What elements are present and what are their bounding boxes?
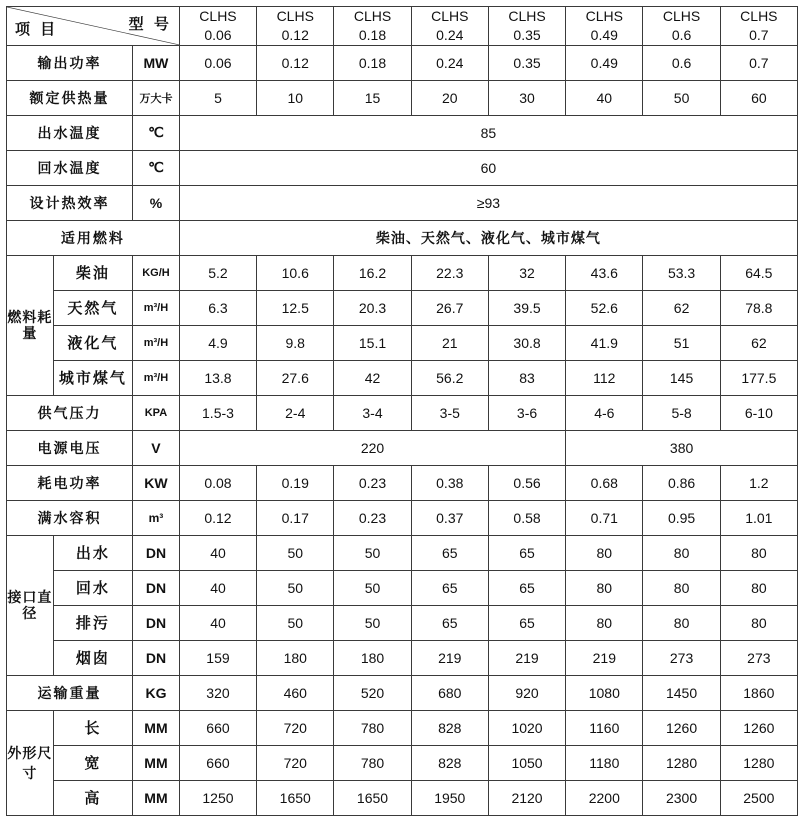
table-row-voltage <box>7 430 798 465</box>
cell-value: 273 <box>720 640 797 675</box>
cell-value: 0.58 <box>488 500 565 535</box>
cell-value: 1020 <box>488 710 565 745</box>
row-unit-city-gas: m³/H <box>133 360 180 395</box>
row-unit-return-temp: ℃ <box>133 150 180 185</box>
cell-value-merged: 柴油、天然气、液化气、城市煤气 <box>179 220 797 255</box>
model-header-2 <box>257 7 334 46</box>
cell-value: 1.01 <box>720 500 797 535</box>
cell-value: 56.2 <box>411 360 488 395</box>
row-label-city-gas: 城市煤气 <box>53 360 132 395</box>
cell-value: 42 <box>334 360 411 395</box>
cell-value: 145 <box>643 360 720 395</box>
table-row-return-temp <box>7 150 798 185</box>
cell-value: 0.7 <box>720 45 797 80</box>
cell-value: 20.3 <box>334 290 411 325</box>
row-label-water-volume: 满水容积 <box>7 500 133 535</box>
cell-value: 10.6 <box>257 255 334 290</box>
cell-value: 40 <box>566 80 643 115</box>
row-label-chimney: 烟囱 <box>53 640 132 675</box>
cell-value: 1650 <box>257 780 334 815</box>
cell-value: 720 <box>257 710 334 745</box>
cell-value: 0.08 <box>179 465 256 500</box>
model-header-5 <box>488 7 565 46</box>
cell-value: 53.3 <box>643 255 720 290</box>
cell-value: 180 <box>257 640 334 675</box>
row-label-transport-weight: 运输重量 <box>7 675 133 710</box>
cell-value: 26.7 <box>411 290 488 325</box>
row-label-voltage: 电源电压 <box>7 430 133 465</box>
table-row-width <box>7 745 798 780</box>
row-label-diesel: 柴油 <box>53 255 132 290</box>
row-unit-natural-gas: m³/H <box>133 290 180 325</box>
cell-value: 78.8 <box>720 290 797 325</box>
cell-value: 64.5 <box>720 255 797 290</box>
cell-value: 0.49 <box>566 45 643 80</box>
row-unit-outlet: DN <box>133 535 180 570</box>
table-row-water-volume <box>7 500 798 535</box>
cell-value: 80 <box>720 605 797 640</box>
cell-value: 9.8 <box>257 325 334 360</box>
table-row-diesel <box>7 255 798 290</box>
cell-value: 680 <box>411 675 488 710</box>
cell-value: 65 <box>411 535 488 570</box>
cell-value: 65 <box>488 605 565 640</box>
cell-value: 80 <box>566 605 643 640</box>
table-header-row <box>7 7 798 46</box>
cell-value: 0.23 <box>334 465 411 500</box>
cell-value: 2500 <box>720 780 797 815</box>
row-label-length: 长 <box>53 710 132 745</box>
cell-value: 1280 <box>720 745 797 780</box>
row-unit-outlet-temp: ℃ <box>133 115 180 150</box>
row-unit-rated-heat: 万大卡 <box>133 80 180 115</box>
cell-value: 320 <box>179 675 256 710</box>
cell-value: 80 <box>566 570 643 605</box>
cell-value: 27.6 <box>257 360 334 395</box>
row-group-label: 燃料耗量 <box>7 308 53 342</box>
cell-value: 65 <box>488 535 565 570</box>
cell-value: 1160 <box>566 710 643 745</box>
row-unit-width: MM <box>133 745 180 780</box>
cell-value: 1450 <box>643 675 720 710</box>
cell-value: 40 <box>179 535 256 570</box>
model-number: 0.06 <box>204 26 232 43</box>
model-header-6 <box>566 7 643 46</box>
cell-value: 2120 <box>488 780 565 815</box>
model-code: CLHS <box>353 8 392 24</box>
cell-value: 660 <box>179 710 256 745</box>
row-label-height: 高 <box>53 780 132 815</box>
table-row-return <box>7 570 798 605</box>
cell-value: 50 <box>334 535 411 570</box>
cell-value: 12.5 <box>257 290 334 325</box>
cell-value: 0.19 <box>257 465 334 500</box>
table-row-output-power <box>7 45 798 80</box>
cell-value: 1950 <box>411 780 488 815</box>
cell-value: 1050 <box>488 745 565 780</box>
cell-value: 20 <box>411 80 488 115</box>
cell-value: 0.56 <box>488 465 565 500</box>
model-code: CLHS <box>585 8 623 24</box>
row-label-efficiency: 设计热效率 <box>7 185 133 220</box>
cell-value: 52.6 <box>566 290 643 325</box>
row-label-output-power: 输出功率 <box>7 45 133 80</box>
model-header-4 <box>411 7 488 46</box>
cell-value: 920 <box>488 675 565 710</box>
row-label-width: 宽 <box>53 745 132 780</box>
model-number: 0.18 <box>358 26 387 43</box>
cell-value: 0.37 <box>411 500 488 535</box>
model-number: 0.6 <box>671 26 692 43</box>
cell-value: 219 <box>488 640 565 675</box>
cell-value: 1280 <box>643 745 720 780</box>
model-header-8 <box>720 7 797 46</box>
cell-value: 80 <box>643 605 720 640</box>
table-row-transport-weight <box>7 675 798 710</box>
table-row-length <box>7 710 798 745</box>
cell-value: 80 <box>643 535 720 570</box>
table-row-drain <box>7 605 798 640</box>
cell-value: 50 <box>257 570 334 605</box>
cell-value: 0.17 <box>257 500 334 535</box>
cell-value: 40 <box>179 605 256 640</box>
table-row-fuel-type <box>7 220 798 255</box>
cell-value: 65 <box>411 605 488 640</box>
cell-value: 30.8 <box>488 325 565 360</box>
cell-value: 3-6 <box>488 395 565 430</box>
cell-value: 0.12 <box>179 500 256 535</box>
cell-value: 22.3 <box>411 255 488 290</box>
cell-value: 1080 <box>566 675 643 710</box>
cell-value: 219 <box>411 640 488 675</box>
cell-value: 3-5 <box>411 395 488 430</box>
model-number: 0.24 <box>436 26 464 43</box>
table-row-natural-gas <box>7 290 798 325</box>
cell-value: 1.2 <box>720 465 797 500</box>
cell-value: 15.1 <box>334 325 411 360</box>
cell-value: 4-6 <box>566 395 643 430</box>
cell-value: 0.23 <box>334 500 411 535</box>
row-unit-diesel: KG/H <box>133 255 180 290</box>
row-label-natural-gas: 天然气 <box>53 290 132 325</box>
cell-value: 0.68 <box>566 465 643 500</box>
cell-value-merged: 85 <box>179 115 797 150</box>
table-row-gas-pressure <box>7 395 798 430</box>
model-number: 0.49 <box>590 26 618 43</box>
cell-value: 16.2 <box>334 255 411 290</box>
table-row-height <box>7 780 798 815</box>
cell-value: 80 <box>643 570 720 605</box>
row-unit-power-consumption: KW <box>133 465 180 500</box>
cell-value-merged: ≥93 <box>179 185 797 220</box>
model-code: CLHS <box>662 8 701 24</box>
row-unit-output-power: MW <box>133 45 180 80</box>
row-unit-chimney: DN <box>133 640 180 675</box>
cell-value: 660 <box>179 745 256 780</box>
cell-value: 50 <box>334 605 411 640</box>
cell-value: 112 <box>566 360 643 395</box>
cell-value: 828 <box>411 745 488 780</box>
row-unit-transport-weight: KG <box>133 675 180 710</box>
model-header-3 <box>334 7 411 46</box>
cell-value: 39.5 <box>488 290 565 325</box>
cell-value: 0.35 <box>488 45 565 80</box>
model-header-7 <box>643 7 720 46</box>
row-unit-drain: DN <box>133 605 180 640</box>
cell-value: 80 <box>720 535 797 570</box>
cell-value: 3-4 <box>334 395 411 430</box>
model-code: CLHS <box>508 8 546 24</box>
cell-value: 177.5 <box>720 360 797 395</box>
row-label-outlet: 出水 <box>53 535 132 570</box>
cell-value: 4.9 <box>179 325 256 360</box>
cell-value: 0.12 <box>257 45 334 80</box>
cell-value: 0.95 <box>643 500 720 535</box>
cell-value: 720 <box>257 745 334 780</box>
model-code: CLHS <box>199 8 237 24</box>
model-code: CLHS <box>431 8 469 24</box>
row-label-outlet-temp: 出水温度 <box>7 115 133 150</box>
row-group-connection-diameter <box>7 535 54 675</box>
cell-value: 1250 <box>179 780 256 815</box>
row-unit-lpg: m³/H <box>133 325 180 360</box>
table-row-chimney <box>7 640 798 675</box>
cell-value: 0.24 <box>411 45 488 80</box>
cell-value: 80 <box>720 570 797 605</box>
row-label-gas-pressure: 供气压力 <box>7 395 133 430</box>
model-number: 0.7 <box>749 26 769 43</box>
cell-value: 273 <box>643 640 720 675</box>
cell-value: 50 <box>257 535 334 570</box>
cell-value: 0.71 <box>566 500 643 535</box>
cell-value: 51 <box>643 325 720 360</box>
cell-value: 2300 <box>643 780 720 815</box>
cell-value: 1650 <box>334 780 411 815</box>
cell-value: 2-4 <box>257 395 334 430</box>
table-row-city-gas <box>7 360 798 395</box>
cell-value: 62 <box>720 325 797 360</box>
cell-value: 1260 <box>720 710 797 745</box>
cell-value: 6.3 <box>179 290 256 325</box>
row-label-power-consumption: 耗电功率 <box>7 465 133 500</box>
row-unit-water-volume: m³ <box>133 500 180 535</box>
cell-value: 32 <box>488 255 565 290</box>
cell-value: 65 <box>488 570 565 605</box>
row-group-fuel-consumption <box>7 255 54 395</box>
row-unit-return: DN <box>133 570 180 605</box>
cell-value: 1180 <box>566 745 643 780</box>
row-unit-efficiency: % <box>133 185 180 220</box>
header-corner-cell <box>7 7 180 46</box>
cell-value: 1860 <box>720 675 797 710</box>
cell-value: 0.06 <box>179 45 256 80</box>
table-row-lpg <box>7 325 798 360</box>
cell-value: 60 <box>720 80 797 115</box>
model-code: CLHS <box>740 8 778 24</box>
cell-value-merged: 60 <box>179 150 797 185</box>
row-label-lpg: 液化气 <box>53 325 132 360</box>
row-label-return-temp: 回水温度 <box>7 150 133 185</box>
row-label-fuel-type: 适用燃料 <box>7 220 180 255</box>
cell-value: 520 <box>334 675 411 710</box>
model-header-1 <box>179 7 256 46</box>
cell-value: 62 <box>643 290 720 325</box>
cell-value: 0.38 <box>411 465 488 500</box>
row-unit-gas-pressure: KPA <box>133 395 180 430</box>
cell-value: 1.5-3 <box>179 395 256 430</box>
row-label-return: 回水 <box>53 570 132 605</box>
cell-value: 2200 <box>566 780 643 815</box>
specification-table <box>6 6 798 816</box>
row-group-label: 接口直径 <box>7 588 53 622</box>
table-row-outlet <box>7 535 798 570</box>
cell-value: 5.2 <box>179 255 256 290</box>
cell-value: 40 <box>179 570 256 605</box>
row-label-rated-heat: 额定供热量 <box>7 80 133 115</box>
header-item-label: 项 目 <box>15 20 59 38</box>
cell-value: 83 <box>488 360 565 395</box>
cell-value: 0.86 <box>643 465 720 500</box>
header-model-label: 型 号 <box>128 16 172 33</box>
cell-value: 5 <box>179 80 256 115</box>
cell-value: 780 <box>334 745 411 780</box>
cell-value: 10 <box>257 80 334 115</box>
cell-value: 0.6 <box>643 45 720 80</box>
cell-value: 21 <box>411 325 488 360</box>
cell-value: 0.18 <box>334 45 411 80</box>
row-group-dimensions: 外形尺寸 <box>7 710 54 815</box>
table-row-power-consumption <box>7 465 798 500</box>
table-row-rated-heat <box>7 80 798 115</box>
cell-value: 13.8 <box>179 360 256 395</box>
row-unit-voltage: V <box>133 430 180 465</box>
cell-value: 828 <box>411 710 488 745</box>
cell-value-merged-left: 220 <box>179 430 565 465</box>
model-number: 0.35 <box>513 26 541 43</box>
cell-value: 780 <box>334 710 411 745</box>
table-row-efficiency <box>7 185 798 220</box>
cell-value: 41.9 <box>566 325 643 360</box>
table-row-outlet-temp <box>7 115 798 150</box>
cell-value: 5-8 <box>643 395 720 430</box>
model-number: 0.12 <box>281 26 309 43</box>
row-unit-length: MM <box>133 710 180 745</box>
cell-value: 180 <box>334 640 411 675</box>
cell-value: 50 <box>643 80 720 115</box>
cell-value: 50 <box>257 605 334 640</box>
row-unit-height: MM <box>133 780 180 815</box>
cell-value: 65 <box>411 570 488 605</box>
cell-value: 6-10 <box>720 395 797 430</box>
cell-value: 30 <box>488 80 565 115</box>
cell-value: 43.6 <box>566 255 643 290</box>
cell-value: 1260 <box>643 710 720 745</box>
cell-value: 15 <box>334 80 411 115</box>
cell-value: 50 <box>334 570 411 605</box>
row-label-drain: 排污 <box>53 605 132 640</box>
cell-value: 460 <box>257 675 334 710</box>
cell-value: 80 <box>566 535 643 570</box>
cell-value-merged-right: 380 <box>566 430 798 465</box>
model-code: CLHS <box>276 8 314 24</box>
cell-value: 219 <box>566 640 643 675</box>
cell-value: 159 <box>179 640 256 675</box>
